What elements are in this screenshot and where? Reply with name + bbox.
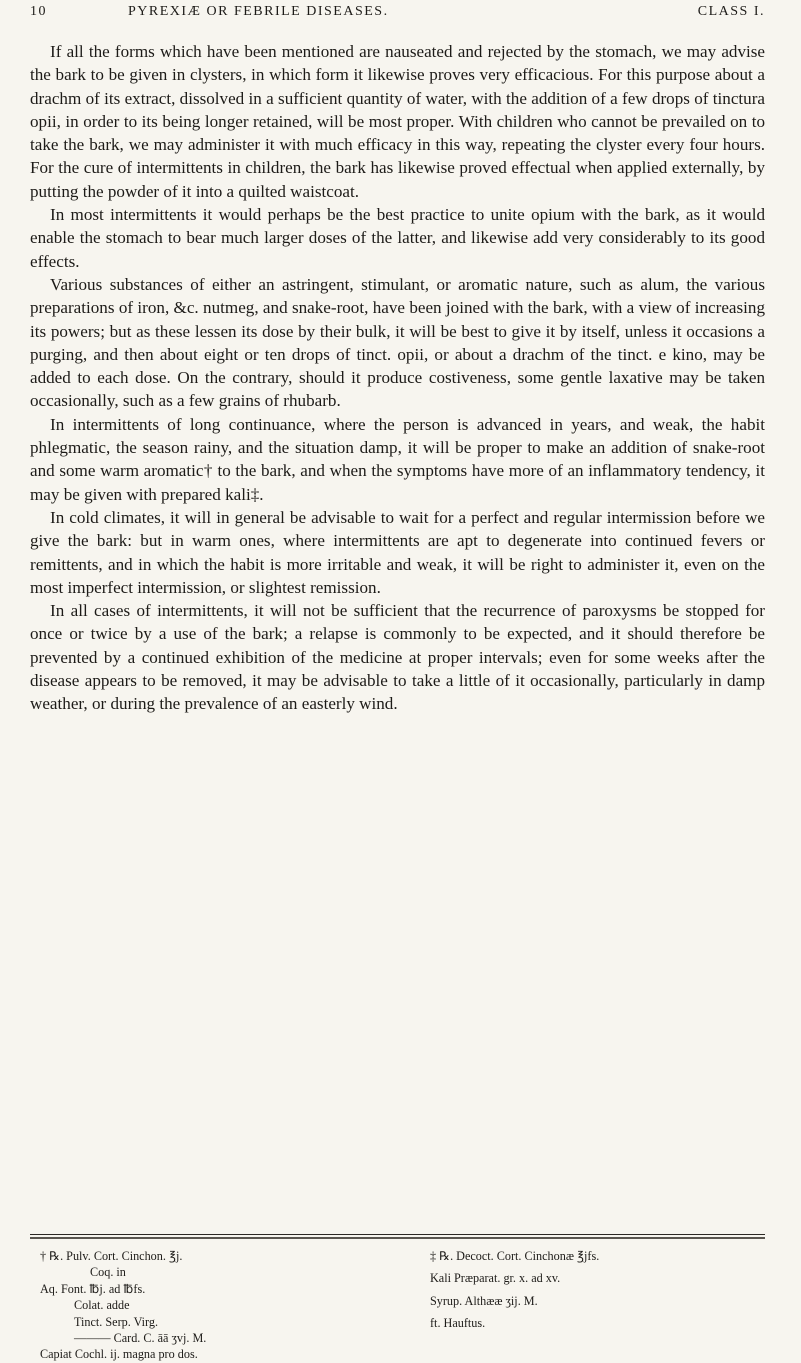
footnote-line: ‡ ℞. Decoct. Cort. Cinchonæ ℥jfs. bbox=[430, 1249, 600, 1263]
footnote-line: Kali Præparat. gr. x. ad xv. bbox=[430, 1271, 561, 1286]
footnote-line: Aq. Font. ℔j. ad ℔fs. bbox=[40, 1281, 146, 1296]
footnote-line: † ℞. Pulv. Cort. Cinchon. ℥j. bbox=[40, 1249, 183, 1263]
paragraph: In cold climates, it will in general be advisable to wait for a perfect and regular intermission before we give the bark: but in warm ones, where intermittents are apt to degenerate into continued fevers or remittents, and in which the habit is more irritable and weak, it will be right to administer it, even on the most imperfect intermission, or slightest remission. bbox=[30, 507, 765, 597]
footnote-line: ft. Hauftus. bbox=[430, 1316, 486, 1331]
footnote-line: Coq. in bbox=[90, 1265, 126, 1280]
footnote-double-dagger bbox=[430, 1248, 770, 1338]
footnote-dagger bbox=[40, 1248, 370, 1363]
paragraph: In intermittents of long continuance, where the person is advanced in years, and weak, the habit phlegmatic, the season rainy, and the situation damp, it will be proper to make an addition of snake-root and some warm aromatic† to the bark, and when the symptoms have more of an inflammatory tendency, it may be given with prepared kali‡. bbox=[30, 414, 765, 504]
class-label: CLASS I. bbox=[697, 4, 765, 19]
footnote-divider-thick bbox=[30, 1237, 765, 1239]
paragraph: If all the forms which have been mentioned are nauseated and rejected by the stomach, we may advise the bark to be given in clysters, in which form it likewise proves very efficacious. For this purpose about a drachm of its extract, dissolved in a sufficient quantity of water, with the addition of a few drops of tinctura opii, in order to its being longer retained, will be most proper. With children who cannot be prevailed on to take the bark, we may administer it with much efficacy in this way, repeating the clyster every four hours. For the cure of intermittents in children, the bark has likewise proved effectual when applied externally, by putting the powder of it into a quilted waistcoat. bbox=[30, 42, 765, 201]
paragraph: In all cases of intermittents, it will not be sufficient that the recurrence of paroxysms be stopped for once or twice by a use of the bark; a relapse is commonly to be expected, and it should therefore be prevented by a continued exhibition of the medicine at proper intervals; even for some weeks after the disease appears to be removed, it may be advisable to take a little of it occasionally, particularly in damp weather, or during the prevalence of an easterly wind. bbox=[30, 601, 765, 714]
running-title: PYREXIÆ OR FEBRILE DISEASES. bbox=[128, 4, 389, 19]
footnote-line: Capiat Cochl. ij. magna pro dos. bbox=[40, 1347, 198, 1362]
footnote-divider bbox=[30, 1234, 765, 1235]
footnote-line: Tinct. Serp. Virg. bbox=[74, 1314, 159, 1329]
page-number: 10 bbox=[30, 4, 47, 19]
paragraph: In most intermittents it would perhaps be the best practice to unite opium with the bark, as it would enable the stomach to bear much larger doses of the latter, and likewise add very considerably to its good effects. bbox=[30, 205, 765, 271]
running-header bbox=[30, 4, 765, 26]
paragraph: Various substances of either an astringent, stimulant, or aromatic nature, such as alum, the various preparations of iron, &c. nutmeg, and snake-root, have been joined with the bark, with a view of increasing its powers; but as these lessen its dose by their bulk, it will be best to give it by itself, unless it occasions a purging, and then about eight or ten drops of tinct. opii, or about a drachm of the tinct. e kino, may be added to each dose. On the contrary, should it produce costiveness, some gentle laxative may be taken occasionally, such as a few grains of rhubarb. bbox=[30, 274, 765, 411]
body-text bbox=[30, 40, 765, 716]
footnote-line: ——— Card. C. āā ʒvj. M. bbox=[74, 1331, 207, 1346]
footnote-line: Colat. adde bbox=[74, 1298, 130, 1313]
footnote-line: Syrup. Althææ ʒij. M. bbox=[430, 1293, 538, 1308]
